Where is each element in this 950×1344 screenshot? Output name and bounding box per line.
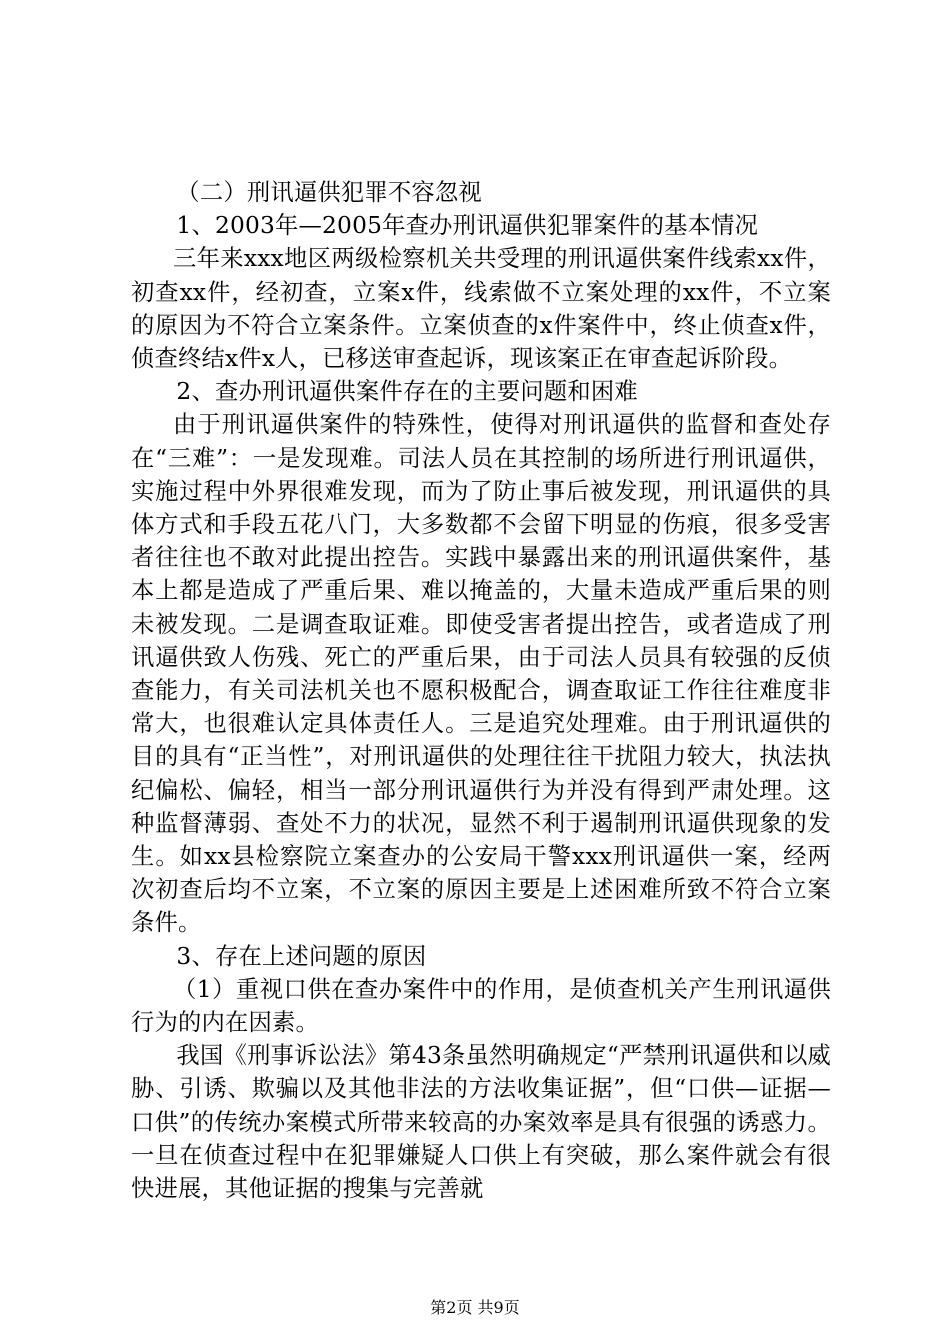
document-body: [131, 176, 831, 1205]
page-number: 第2页 共9页: [430, 1298, 520, 1317]
body-paragraph-4: 我国《刑事诉讼法》第43条虽然明确规定“严禁刑讯逼供和以威胁、引诱、欺骗以及其他非法的方法收集证据”，但“口供—证据—口供”的传统办案模式所带来较高的办案效率是具有很强的诱惑力。一旦在侦查过程中在犯罪嫌疑人口供上有突破，那么案件就会有很快进展，其他证据的搜集与完善就: [131, 1042, 831, 1203]
subsection-heading-3: 3、存在上述问题的原因: [176, 942, 427, 970]
body-paragraph-3: （1）重视口供在查办案件中的作用，是侦查机关产生刑讯逼供行为的内在因素。: [131, 975, 831, 1037]
body-paragraph-2: 由于刑讯逼供案件的特殊性，使得对刑讯逼供的监督和查处存在“三难”：一是发现难。司法人员在其控制的场所进行刑讯逼供，实施过程中外界很难发现，而为了防止事后被发现，刑讯逼供的具体方式和手段五花八门，大多数都不会留下明显的伤痕，很多受害者往往也不敢对此提出控告。实践中暴露出来的刑讯逼供案件，基本上都是造成了严重后果、难以掩盖的，大量未造成严重后果的则未被发现。二是调查取证难。即使受害者提出控告，或者造成了刑讯逼供致人伤残、死亡的严重后果，由于司法人员具有较强的反侦查能力，有关司法机关也不愿积极配合，调查取证工作往往难度非常大，也很难认定具体责任人。三是追究处理难。由于刑讯逼供的目的具有“正当性”，对刑讯逼供的处理往往干扰阻力较大，执法执纪偏松、偏轻，相当一部分刑讯逼供行为并没有得到严肃处理。这种监督薄弱、查处不力的状况，显然不利于遏制刑讯逼供现象的发生。如xx县检察院立案查办的公安局干警xxx刑讯逼供一案，经两次初查后均不立案，不立案的原因主要是上述困难所致不符合立案条件。: [131, 411, 831, 937]
subsection-heading-2: 2、查办刑讯逼供案件存在的主要问题和困难: [176, 378, 638, 406]
subsection-heading-1: 1、2003年—2005年查办刑讯逼供犯罪案件的基本情况: [176, 212, 759, 240]
section-heading: （二）刑讯逼供犯罪不容忽视: [176, 179, 482, 206]
body-paragraph-1: 三年来xxx地区两级检察机关共受理的刑讯逼供案件线索xx件，初查xx件，经初查，立案x件，线索做不立案处理的xx件，不立案的原因为不符合立案条件。立案侦查的x件案件中，终止侦查x件，侦查终结x件x人，已移送审查起诉，现该案正在审查起诉阶段。: [131, 245, 831, 373]
